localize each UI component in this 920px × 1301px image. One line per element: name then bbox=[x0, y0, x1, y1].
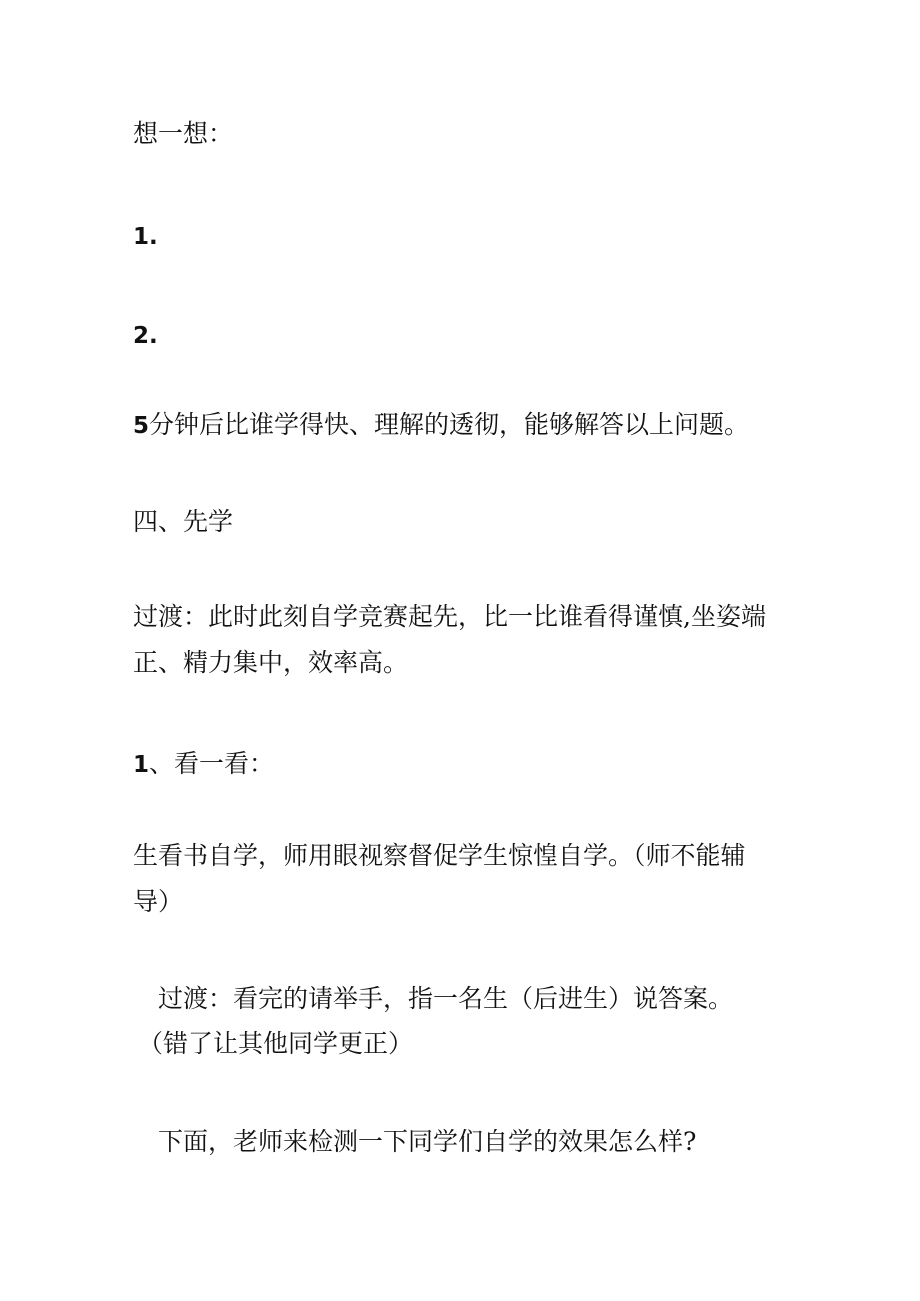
transition-2-line-1: 过渡：看完的请举手，指一名生（后进生）说答案。 bbox=[158, 984, 734, 1013]
item-2 bbox=[133, 313, 158, 358]
transition-1-line-1: 过渡：此时此刻自学竞赛起先，比一比谁看得谨慎,坐姿端 bbox=[133, 602, 766, 631]
step-1-line bbox=[133, 742, 274, 787]
timer-text: 分钟后比谁学得快、理解的透彻，能够解答以上问题。 bbox=[149, 410, 750, 439]
next-line: 下面，老师来检测一下同学们自学的效果怎么样? bbox=[158, 1127, 697, 1156]
student-line-2: 导） bbox=[133, 887, 184, 916]
item-2-number: 2. bbox=[133, 323, 158, 349]
step-1-text: 、看一看： bbox=[149, 749, 275, 778]
transition-2-line-2: （错了让其他同学更正） bbox=[138, 1029, 414, 1058]
section-4-heading: 四、先学 bbox=[133, 507, 234, 536]
think-heading: 想一想： bbox=[133, 119, 234, 148]
item-1 bbox=[133, 214, 158, 259]
step-1-number: 1 bbox=[133, 752, 150, 778]
item-1-number: 1. bbox=[133, 224, 158, 250]
timer-line bbox=[133, 403, 749, 448]
student-line-1: 生看书自学，师用眼视察督促学生惊惶自学。（师不能辅 bbox=[133, 841, 746, 870]
timer-number: 5 bbox=[133, 413, 150, 439]
transition-1-line-2: 正、精力集中，效率高。 bbox=[133, 648, 409, 677]
